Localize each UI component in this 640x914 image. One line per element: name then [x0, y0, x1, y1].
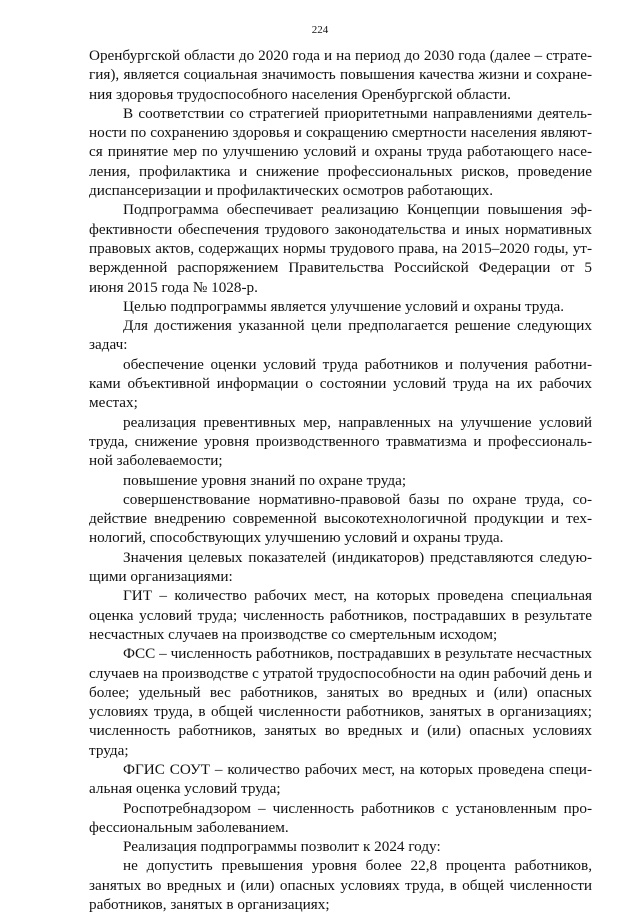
indicator-source-git: ГИТ – количество рабочих мест, на которых проведена специальная оценка условий труда; численность работников, пострадавших в результате несчастных случаев на производстве со смертельным исходом; — [89, 587, 592, 643]
task-item-regulatory-base: совершенствование нормативно-правовой базы по охране труда, содействие внедрению современной высокотехнологичной продукции и технологий, способствующих улучшению условий и охраны труда. — [89, 490, 592, 547]
paragraph-concept-implementation: Подпрограмма обеспечивает реализацию Концепции повышения эффективности обеспечения трудового законодательства и иных нормативных правовых актов, содержащих нормы трудового права, на 2015–2020 годы, утвержденной распоряжением Правительства Российской Федерации от 5 июня 2015 года № 1028-р. — [89, 201, 592, 296]
paragraph-results-intro: Реализация подпрограммы позволит к 2024 году: — [123, 838, 441, 856]
document-body — [89, 46, 592, 914]
task-item-preventive-measures: реализация превентивных мер, направленных на улучшение условий труда, снижение уровня производственного травматизма и профессиональной заболеваемости; — [89, 413, 592, 470]
indicator-source-rospotrebnadzor: Роспотребнадзором – численность работников с установленным профессиональным заболеванием. — [89, 799, 592, 836]
task-item-assessment: обеспечение оценки условий труда работников и получения работниками объективной информации о состоянии условий труда на их рабочих местах; — [89, 355, 592, 412]
task-item-knowledge: повышение уровня знаний по охране труда; — [123, 471, 407, 489]
paragraph-goal: Целью подпрограммы является улучшение условий и охраны труда. — [123, 297, 565, 315]
page-number: 224 — [311, 24, 329, 36]
paragraph-strategy-intro: Оренбургской области до 2020 года и на период до 2030 года (далее – стратегия), является социальная значимость повышения качества жизни и сохранения здоровья трудоспособного населения Оренбургской области. — [89, 47, 592, 103]
indicator-source-fgis-sout: ФГИС СОУТ – количество рабочих мест, на которых проведена специальная оценка условий труда; — [89, 760, 592, 798]
paragraph-priority-directions: В соответствии со стратегией приоритетными направлениями деятельности по сохранению здоровья и сокращению смертности населения являются принятие мер по улучшению условий и охраны труда работающего населения, профилактика и снижение профессиональных рисков, проведение диспансеризации и профилактических осмотров работающих. — [89, 104, 592, 200]
result-item-harmful-conditions: не допустить превышения уровня более 22,8 процента работников, занятых во вредных и (или) опасных условиях труда, в общей численности работников, занятых в организациях; — [89, 857, 592, 914]
paragraph-indicators-intro: Значения целевых показателей (индикаторов) представляются следующими организациями: — [89, 548, 592, 586]
indicator-source-fss: ФСС – численность работников, пострадавших в результате несчастных случаев на производстве с утратой трудоспособности на один рабочий день и более; удельный вес работников, занятых во вредных и (или) опасных условиях труда, в общей численности работников, занятых в организациях; численность работников, занятых во вредных и (или) опасных условиях труда; — [89, 645, 592, 759]
paragraph-tasks-intro: Для достижения указанной цели предполагается решение следующих задач: — [89, 317, 592, 354]
